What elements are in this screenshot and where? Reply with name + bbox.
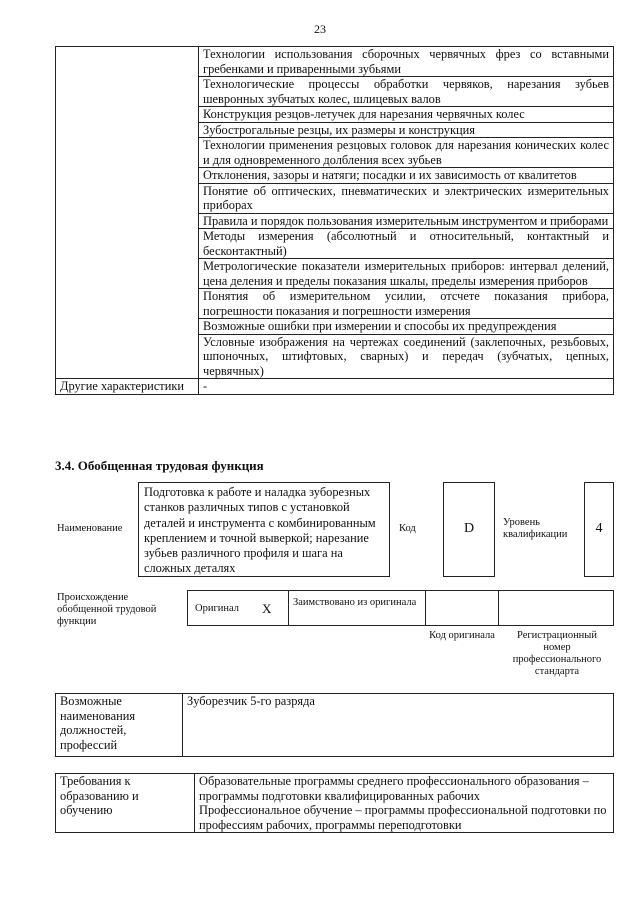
registration-number-caption: Регистрационный номер профессионального стандарта [512,630,602,677]
table-row [56,694,614,757]
page-number: 23 [314,22,326,36]
table-cell: Метрологические показатели измерительных приборов: интервал делений, цена деления и пределы показания шкалы, пределы измерения приборов [199,259,614,289]
original-code-cell [425,590,499,626]
table-cell: Методы измерения (абсолютный и относительный, контактный и бесконтактный) [199,229,614,259]
table-cell: Возможные ошибки при измерении и способы их предупреждения [199,319,614,335]
other-characteristics-value: - [199,379,614,395]
table-cell-empty [56,47,199,379]
education-table [55,773,614,833]
code-label: Код [399,523,416,534]
knowledge-table [55,46,614,395]
section-title: 3.4. Обобщенная трудовая функция [55,458,264,473]
table-cell: Зубострогальные резцы, их размеры и конструкция [199,122,614,138]
registration-number-cell [498,590,614,626]
table-cell: Понятия об измерительном усилии, отсчете показания прибора, погрешности показания и погрешности измерения [199,289,614,319]
education-line: Образовательные программы среднего профессионального образования – программы подготовки квалифицированных рабочих [199,774,589,803]
table-row [56,47,614,77]
table-cell: Технологические процессы обработки червяков, нарезания зубьев шевронных зубчатых колес, шлицевых валов [199,77,614,107]
table-row [56,379,614,395]
positions-table [55,693,614,757]
origin-label: Происхождение обобщенной трудовой функции [57,592,157,627]
table-row [56,774,614,833]
other-characteristics-label: Другие характеристики [56,379,199,395]
education-line: Профессиональное обучение – программы профессиональной подготовки по профессиям рабочих, программы переподготовки [199,803,607,832]
table-cell: Правила и порядок пользования измерительным инструментом и приборами [199,213,614,229]
education-label: Требования к образованию и обучению [56,774,195,833]
code-original-caption: Код оригинала [429,630,495,641]
code-value-box: D [443,482,495,577]
original-mark: X [262,601,272,616]
table-cell: Технологии применения резцовых головок для нарезания конических колес и для одновременного долбления всех зубьев [199,138,614,168]
function-name-box: Подготовка к работе и наладка зуборезных станков различных типов с установкой деталей и инструмента с комбинированным креплением и точной выверкой; нарезание зубьев различного профиля и шага на сложных деталях [138,482,390,577]
positions-label: Возможные наименования должностей, профессий [56,694,183,757]
name-label: Наименование [57,523,123,534]
education-value [195,774,614,833]
table-cell: Понятие об оптических, пневматических и электрических измерительных приборах [199,183,614,213]
table-cell: Конструкция резцов-летучек для нарезания червячных колес [199,107,614,123]
table-cell: Технологии использования сборочных червячных фрез со вставными гребенками и приваренными зубьями [199,47,614,77]
table-cell: Условные изображения на чертежах соединений (заклепочных, резьбовых, шпоночных, штифтовых, сварных) и передач (зубчатых, цепных, червячных) [199,334,614,379]
level-value-box: 4 [584,482,614,577]
original-label: Оригинал [195,603,239,614]
original-cell [187,590,289,626]
table-cell: Отклонения, зазоры и натяги; посадки и их зависимость от квалитетов [199,168,614,184]
borrowed-cell: Заимствовано из оригинала [288,590,426,626]
positions-value: Зуборезчик 5-го разряда [183,694,614,757]
level-label: Уровень квалификации [503,517,568,540]
